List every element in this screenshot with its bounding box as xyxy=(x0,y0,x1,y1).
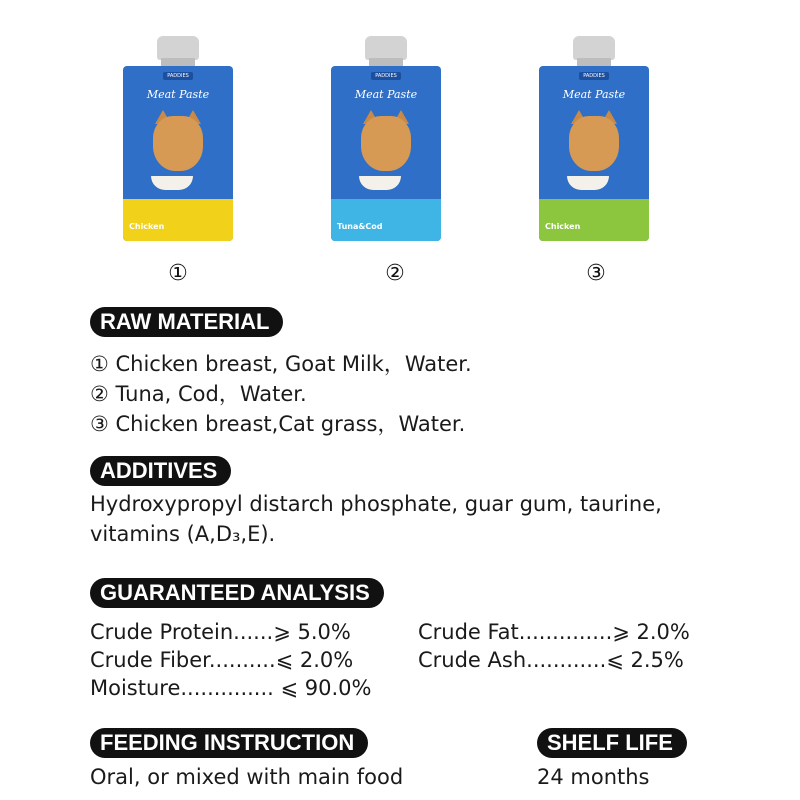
product-number-3: ③ xyxy=(586,261,606,286)
product-title: Meat Paste xyxy=(354,88,418,101)
flavor-band xyxy=(123,199,233,241)
cat-illustration xyxy=(569,116,619,171)
flavor-label: Chicken xyxy=(545,222,581,231)
analysis-crude-protein: Crude Protein......⩾ 5.0% xyxy=(90,620,351,644)
product-pouch-3 xyxy=(539,0,649,245)
pouch-body xyxy=(331,66,441,241)
additives-line-2: vitamins (A,D₃,E). xyxy=(90,522,276,546)
product-number-1: ① xyxy=(168,261,188,286)
guaranteed-analysis-heading: GUARANTEED ANALYSIS xyxy=(90,578,384,608)
raw-material-line-1: ① Chicken breast, Goat Milk，Water. xyxy=(90,352,472,376)
pouch-body xyxy=(123,66,233,241)
pouch-cap xyxy=(573,36,615,60)
food-bowl xyxy=(567,176,609,190)
flavor-band xyxy=(331,199,441,241)
pouch-body xyxy=(539,66,649,241)
brand-logo: PADDIES xyxy=(163,72,193,80)
additives-heading: ADDITIVES xyxy=(90,456,231,486)
feeding-instruction-text: Oral, or mixed with main food xyxy=(90,765,404,789)
pouch-cap xyxy=(365,36,407,60)
shelf-life-text: 24 months xyxy=(537,765,650,789)
analysis-crude-fiber: Crude Fiber..........⩽ 2.0% xyxy=(90,648,354,672)
feeding-instruction-heading: FEEDING INSTRUCTION xyxy=(90,728,368,758)
analysis-moisture: Moisture.............. ⩽ 90.0% xyxy=(90,676,372,700)
raw-material-heading: RAW MATERIAL xyxy=(90,307,283,337)
food-bowl xyxy=(151,176,193,190)
flavor-band xyxy=(539,199,649,241)
raw-material-line-3: ③ Chicken breast,Cat grass，Water. xyxy=(90,412,466,436)
product-title: Meat Paste xyxy=(146,88,210,101)
raw-material-line-2: ② Tuna, Cod，Water. xyxy=(90,382,307,406)
product-pouch-1 xyxy=(123,0,233,245)
product-title: Meat Paste xyxy=(562,88,626,101)
cat-illustration xyxy=(153,116,203,171)
cat-illustration xyxy=(361,116,411,171)
shelf-life-heading: SHELF LIFE xyxy=(537,728,687,758)
additives-line-1: Hydroxypropyl distarch phosphate, guar gum, taurine, xyxy=(90,492,662,516)
analysis-crude-ash: Crude Ash............⩽ 2.5% xyxy=(418,648,684,672)
brand-logo: PADDIES xyxy=(371,72,401,80)
product-number-2: ② xyxy=(385,261,405,286)
food-bowl xyxy=(359,176,401,190)
analysis-crude-fat: Crude Fat..............⩾ 2.0% xyxy=(418,620,690,644)
pouch-cap xyxy=(157,36,199,60)
flavor-label: Chicken xyxy=(129,222,165,231)
flavor-label: Tuna&Cod xyxy=(337,222,383,231)
brand-logo: PADDIES xyxy=(579,72,609,80)
product-pouch-2 xyxy=(331,0,441,245)
